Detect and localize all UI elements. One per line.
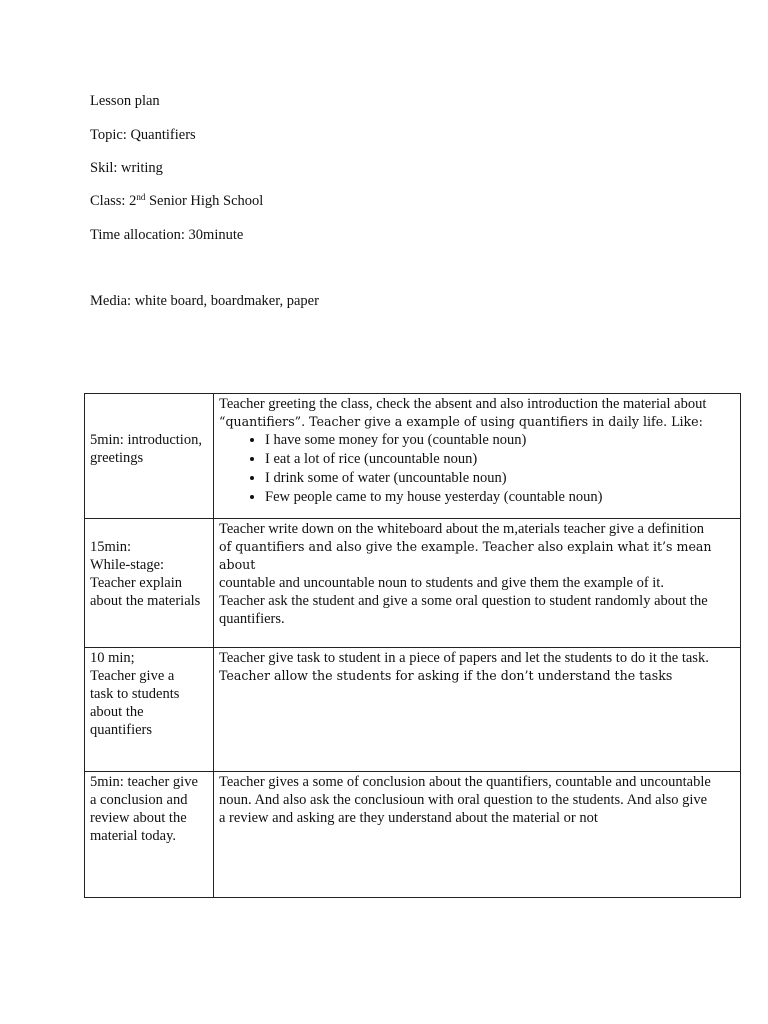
- class-prefix: Class: 2: [90, 193, 137, 209]
- time-cell: [85, 772, 214, 898]
- list-item: • Few people came to my house yesterday (countable noun): [265, 488, 735, 507]
- time-text: 10 min; Teacher give a task to students about the quantifiers: [90, 650, 180, 738]
- list-item: • I eat a lot of rice (uncountable noun): [265, 450, 735, 469]
- activity-text: Teacher gives a some of conclusion about the quantifiers, countable and uncountable noun. And also ask the conclusioun with oral question to the students. And also give a review and asking are they understand about the material or not: [219, 774, 711, 826]
- skill-line: Skil: writing: [90, 160, 163, 176]
- list-item: • I have some money for you (countable noun): [265, 431, 735, 450]
- activity-text: Teacher allow the students for asking if the don’t understand the tasks: [219, 668, 673, 683]
- activity-text: “quantifiers”. Teacher give a example of using quantifiers in daily life. Like:: [219, 414, 703, 429]
- table-row: [85, 394, 741, 519]
- activity-cell: [214, 394, 741, 519]
- table-row: [85, 772, 741, 898]
- time-text: 5min: introduction, greetings: [90, 432, 202, 466]
- table-row: [85, 519, 741, 648]
- table-row: [85, 648, 741, 772]
- time-cell: [85, 394, 214, 519]
- topic-line: Topic: Quantifiers: [90, 127, 196, 143]
- activity-text: countable and uncountable noun to students and give them the example of it. Teacher ask the student and give a some oral question to student randomly about the quantifiers.: [219, 575, 708, 627]
- doc-title: Lesson plan: [90, 93, 160, 109]
- activity-text: Teacher give task to student in a piece of papers and let the students to do it the task.: [219, 650, 709, 666]
- example-list: [219, 431, 735, 507]
- activity-cell: [214, 519, 741, 648]
- activity-cell: [214, 772, 741, 898]
- time-allocation-line: Time allocation: 30minute: [90, 227, 244, 243]
- activity-text: Teacher write down on the whiteboard about the m,aterials teacher give a definition: [219, 521, 704, 537]
- time-text: 15min: While-stage: Teacher explain about the materials: [90, 539, 201, 609]
- list-item: • I drink some of water (uncountable noun): [265, 469, 735, 488]
- time-cell: [85, 648, 214, 772]
- time-cell: [85, 519, 214, 648]
- activity-text: Teacher greeting the class, check the absent and also introduction the material about: [219, 396, 707, 412]
- media-line: Media: white board, boardmaker, paper: [90, 293, 319, 309]
- class-superscript: nd: [136, 192, 146, 202]
- class-line: [90, 192, 263, 210]
- time-text: 5min: teacher give a conclusion and review about the material today.: [90, 774, 198, 844]
- class-suffix: Senior High School: [145, 193, 264, 209]
- lesson-plan-table: [84, 393, 741, 898]
- activity-cell: [214, 648, 741, 772]
- activity-text: of quantifiers and also give the example. Teacher also explain what it’s mean about: [219, 539, 712, 572]
